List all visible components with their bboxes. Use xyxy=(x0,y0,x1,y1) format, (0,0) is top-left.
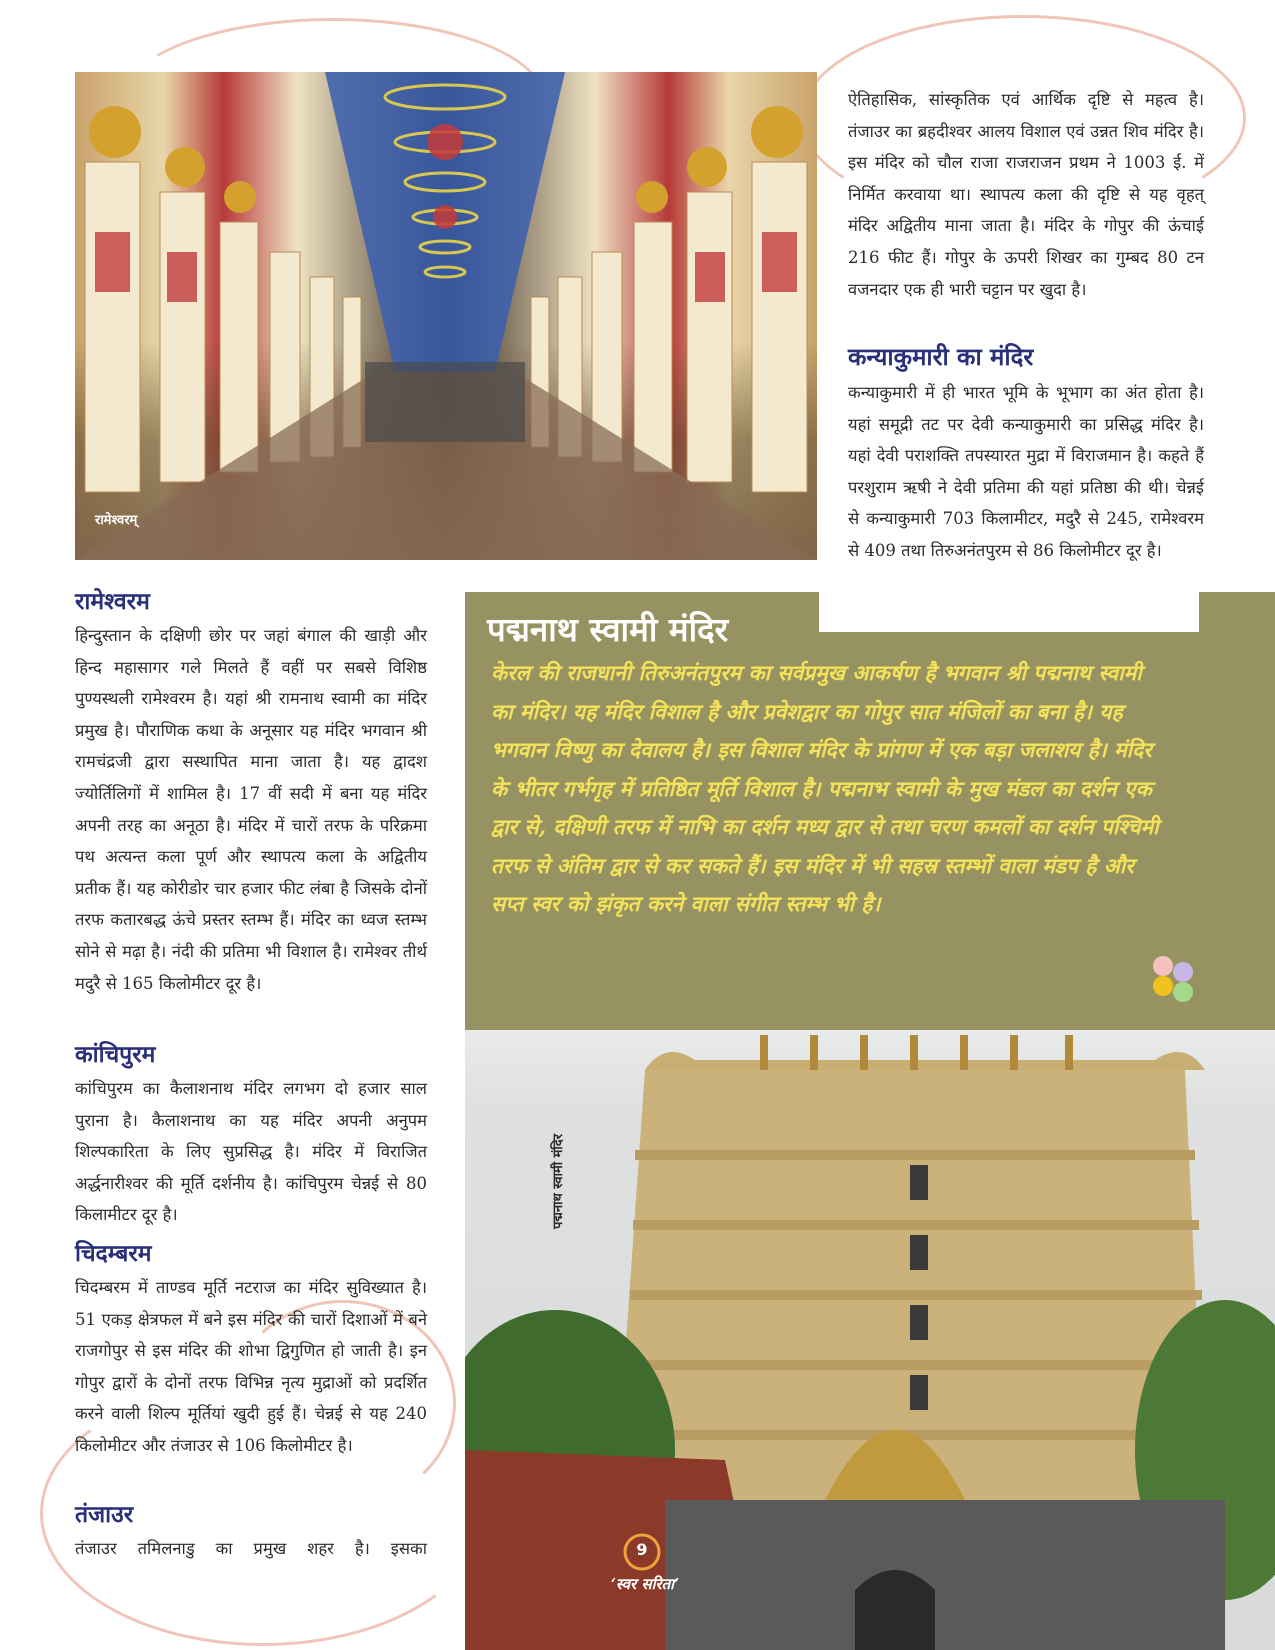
chidambaram-paragraph: चिदम्बरम में ताण्डव मूर्ति नटराज का मंदिर सुविख्यात है। 51 एकड़ क्षेत्रफल में बने इस मंदिर की चारों दिशाओं में बने राजगोपुर से इस मंदिर की शोभा द्विगुणित हो जाती है। इन गोपुर द्वारों के दोनों तरफ विभिन्न नृत्य मुद्राओं को प्रदर्शित करने वाली शिल्प मूर्तियां खुदी हुई हैं। चेन्नई से यह 240 किलोमीटर और तंजाउर से 106 किलोमीटर है। xyxy=(75,1278,427,1455)
chidambaram-heading: चिदम्बरम xyxy=(75,1241,152,1267)
page-number-badge xyxy=(622,1532,662,1572)
page-number: 9 xyxy=(636,1540,648,1559)
featured-padmanabha-box xyxy=(465,592,1275,1030)
rameshwaram-paragraph: हिन्दुस्तान के दक्षिणी छोर पर जहां बंगाल की खाड़ी और हिन्द महासागर गले मिलते हैं वहीं पर सबसे विशिष्ठ पुण्यस्थली रामेश्वरम है। यहां श्री रामनाथ स्वामी का मंदिर प्रमुख है। पौराणिक कथा के अनूसार यह मंदिर भगवान श्री रामचंद्रजी द्वारा सस्थापित माना जाता है। यह द्वादश ज्योर्तिलिगों में शामिल है। 17 वीं सदी में बना यह मंदिर अपनी तरह का अनूठा है। मंदिर में चारों तरफ के परिक्रमा पथ अत्यन्त कला पूर्ण और स्थापत्य कला के अद्वितीय प्रतीक हैं। यह कोरीडोर चार हजार फीट लंबा है जिसके दोनों तरफ कतारबद्ध ऊंचे प्रस्तर स्तम्भ हैं। मंदिर का ध्वज स्तम्भ सोने से मढ़ा है। नंदी की प्रतिमा भी विशाल है। रामेश्वर तीर्थ मदुरै से 165 किलोमीटर दूर है। xyxy=(75,626,427,993)
kanchipuram-paragraph: कांचिपुरम का कैलाशनाथ मंदिर लगभग दो हजार साल पुराना है। कैलाशनाथ का यह मंदिर अपनी अनुपम शिल्पकारिता के लिए सुप्रसिद्ध है। मंदिर में विराजित अर्द्धनारीश्वर की मूर्ति दर्शनीय है। कांचिपुरम चेन्नई से 80 किलामीटर दूर है। xyxy=(75,1079,427,1225)
padmanabha-temple-photo xyxy=(465,1030,1275,1650)
magazine-name: ‘स्वर सरिता’ xyxy=(610,1575,680,1593)
tanjore-continued-paragraph: ऐतिहासिक, सांस्कृतिक एवं आर्थिक दृष्टि से महत्व है। तंजाउर का ब्रहदीश्वर आलय विशाल एवं उन्नत शिव मंदिर है। इस मंदिर को चौल राजा राजराजन प्रथम ने 1003 ई. में निर्मित करवाया था। स्थापत्य कला की दृष्टि से यह वृहत् मंदिर अद्वितीय माना जाता है। मंदिर के गोपुर की ऊंचाई 216 फीट हैं। गोपुर के ऊपरी शिखर का गुम्बद 80 टन वजनदार एक ही भारी चट्टान पर खुदा है। xyxy=(848,90,1204,299)
featured-paragraph: केरल की राजधानी तिरुअनंतपुरम का सर्वप्रमुख आकर्षण है भगवान श्री पद्मनाथ स्वामी का मंदिर। यह मंदिर विशाल है और प्रवेशद्वार का गोपुर सात मंजिलों का बना है। यह भगवान विष्णु का देवालय है। इस विशाल मंदिर के प्रांगण में एक बड़ा जलाशय है। मंदिर के भीतर गर्भगृह में प्रतिष्ठित मूर्ति विशाल है। पद्मनाभ स्वामी के मुख मंडल का दर्शन एक द्वार से, दक्षिणी तरफ में नाभि का दर्शन मध्य द्वार से तथा चरण कमलों का दर्शन पश्चिमी तरफ से अंतिम द्वार से कर सकते हैं। इस मंदिर में भी सहस्र स्तम्भों वाला मंडप है और सप्त स्वर को झंकृत करने वाला संगीत स्तम्भ भी है। xyxy=(491,660,1159,916)
rameshwaram-photo-caption: रामेश्वरम् xyxy=(95,513,138,528)
kanyakumari-paragraph: कन्याकुमारी में ही भारत भूमि के भूभाग का अंत होता है। यहां समूद्री तट पर देवी कन्याकुमारी का प्रसिद्ध मंदिर है। यहां देवी पराशक्ति तपस्यारत मुद्रा में विराजमान है। कहते हैं परशुराम ऋषी ने देवी प्रतिमा की यहां प्रतिष्ठा की थी। चेन्नई से कन्याकुमारी 703 किलामीटर, मदुरै से 245, रामेश्वरम से 409 तथा तिरुअनंतपुरम से 86 किलोमीटर दूर है। xyxy=(848,383,1204,560)
rameshwaram-heading: रामेश्वरम xyxy=(75,589,150,615)
featured-title: पद्मनाथ स्वामी मंदिर xyxy=(487,610,729,649)
featured-box-notch xyxy=(819,592,1199,632)
padmanabha-photo-caption: पद्मनाथ स्वामी मंदिर xyxy=(551,1133,566,1229)
kanyakumari-heading: कन्याकुमारी का मंदिर xyxy=(848,343,1034,371)
kanchipuram-heading: कांचिपुरम xyxy=(75,1042,156,1068)
tanjore-heading: तंजाउर xyxy=(75,1502,134,1528)
rameshwaram-corridor-photo xyxy=(75,72,817,560)
tanjore-paragraph: तंजाउर तमिलनाडु का प्रमुख शहर है। इसका xyxy=(75,1539,427,1558)
decorative-dots-icon xyxy=(1151,954,1201,1004)
